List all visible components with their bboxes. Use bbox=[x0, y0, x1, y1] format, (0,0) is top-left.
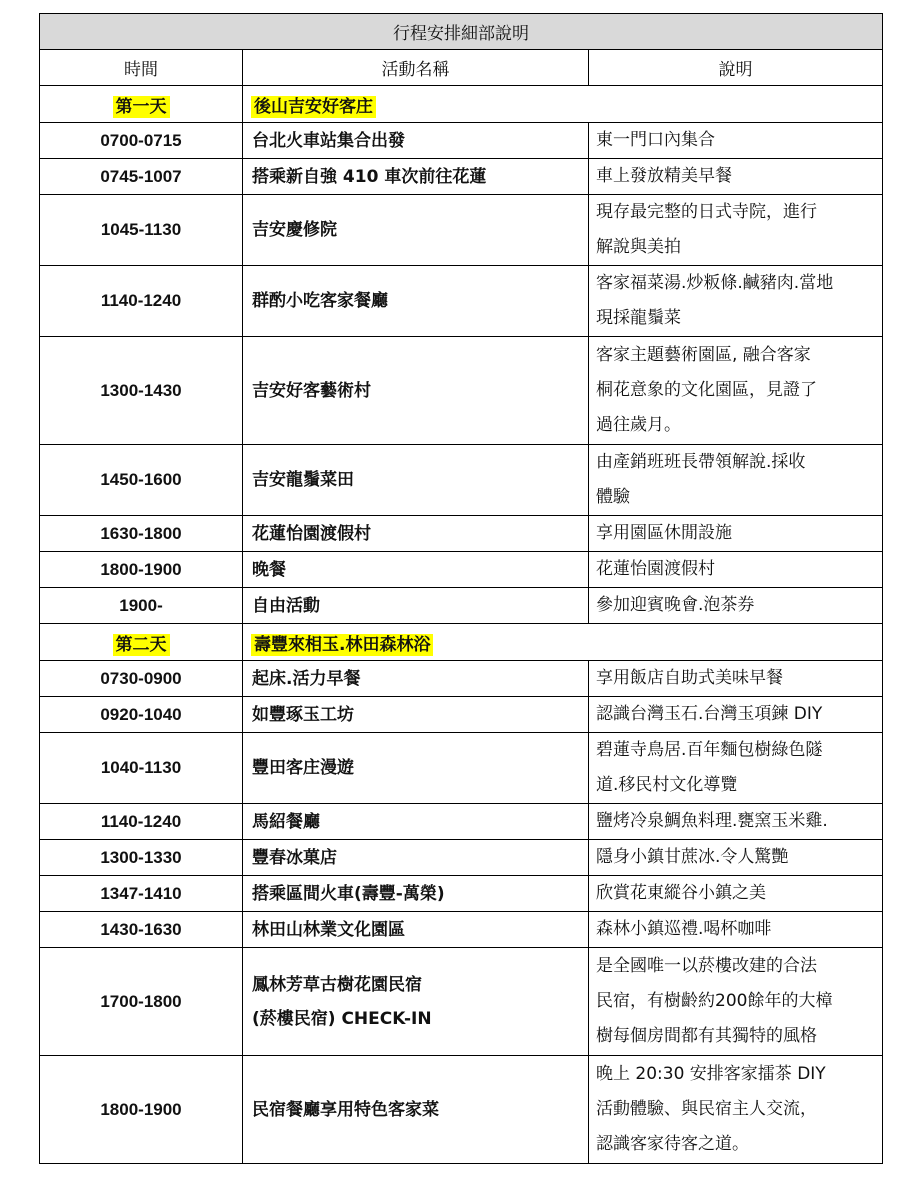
description-line: 隱身小鎮甘蔗冰.令人驚艷 bbox=[596, 847, 789, 867]
description-line: 現採龍鬚菜 bbox=[596, 308, 681, 328]
description-line: 體驗 bbox=[596, 487, 630, 507]
description-line: 活動體驗、與民宿主人交流， bbox=[596, 1099, 817, 1119]
activity-cell bbox=[243, 123, 589, 159]
time-cell: 0700-0715 bbox=[40, 123, 243, 159]
description-line: 樹每個房間都有其獨特的風格 bbox=[596, 1026, 817, 1046]
itinerary-table bbox=[39, 13, 883, 1164]
description-cell bbox=[589, 661, 883, 697]
table-row bbox=[40, 912, 883, 948]
activity-line: 林田山林業文化園區 bbox=[252, 919, 405, 940]
description-line: 過往歲月。 bbox=[596, 415, 681, 435]
description-cell bbox=[589, 159, 883, 195]
table-row bbox=[40, 445, 883, 516]
time-cell: 1300-1430 bbox=[40, 337, 243, 445]
activity-line: 鳳林芳草古樹花園民宿 bbox=[252, 974, 422, 995]
header-row bbox=[40, 50, 883, 86]
description-line: 碧蓮寺鳥居.百年麵包樹綠色隧 bbox=[596, 740, 823, 760]
activity-cell bbox=[243, 266, 589, 337]
description-line: 客家主題藝術園區, 融合客家 bbox=[596, 345, 811, 365]
table-row bbox=[40, 552, 883, 588]
description-cell bbox=[589, 195, 883, 266]
description-cell bbox=[589, 733, 883, 804]
activity-line: 豐春冰菓店 bbox=[252, 847, 337, 868]
description-line: 晚上 20:30 安排客家擂茶 DIY bbox=[596, 1064, 826, 1084]
time-cell: 1300-1330 bbox=[40, 840, 243, 876]
day-label-text: 第二天 bbox=[113, 634, 170, 656]
activity-line: 馬紹餐廳 bbox=[252, 811, 320, 832]
day-label-text: 第一天 bbox=[113, 96, 170, 118]
table-title: 行程安排細部說明 bbox=[40, 14, 883, 50]
activity-cell bbox=[243, 876, 589, 912]
table-row bbox=[40, 123, 883, 159]
description-line: 享用園區休閒設施 bbox=[596, 523, 732, 543]
description-cell bbox=[589, 337, 883, 445]
time-cell: 1450-1600 bbox=[40, 445, 243, 516]
description-cell bbox=[589, 876, 883, 912]
time-cell: 0745-1007 bbox=[40, 159, 243, 195]
table-row bbox=[40, 516, 883, 552]
activity-cell bbox=[243, 912, 589, 948]
activity-line: 吉安好客藝術村 bbox=[252, 380, 371, 401]
time-cell: 1045-1130 bbox=[40, 195, 243, 266]
table-body bbox=[40, 86, 883, 1164]
table-row bbox=[40, 733, 883, 804]
activity-line: 晚餐 bbox=[252, 559, 286, 580]
table-row bbox=[40, 697, 883, 733]
table-row bbox=[40, 337, 883, 445]
header-time: 時間 bbox=[40, 50, 243, 86]
description-cell bbox=[589, 948, 883, 1056]
activity-line: 搭乘新自強 410 車次前往花蓮 bbox=[252, 166, 487, 187]
description-cell bbox=[589, 804, 883, 840]
time-cell: 1800-1900 bbox=[40, 1056, 243, 1164]
day-header-row bbox=[40, 624, 883, 661]
time-cell: 1140-1240 bbox=[40, 266, 243, 337]
activity-cell bbox=[243, 1056, 589, 1164]
time-cell: 1800-1900 bbox=[40, 552, 243, 588]
description-line: 認識客家待客之道。 bbox=[596, 1134, 749, 1154]
description-line: 森林小鎮巡禮.喝杯咖啡 bbox=[596, 919, 772, 939]
description-cell bbox=[589, 123, 883, 159]
description-cell bbox=[589, 912, 883, 948]
activity-cell bbox=[243, 552, 589, 588]
header-description: 說明 bbox=[589, 50, 883, 86]
description-line: 客家福菜湯.炒粄條.鹹豬肉.當地 bbox=[596, 273, 834, 293]
time-cell: 1347-1410 bbox=[40, 876, 243, 912]
day-header-row bbox=[40, 86, 883, 123]
activity-cell bbox=[243, 804, 589, 840]
activity-cell bbox=[243, 337, 589, 445]
day-theme-text: 後山吉安好客庄 bbox=[251, 96, 376, 118]
activity-line: 豐田客庄漫遊 bbox=[252, 758, 354, 778]
description-line: 認識台灣玉石.台灣玉項鍊 DIY bbox=[596, 704, 823, 724]
day-theme-text: 壽豐來相玉.林田森林浴 bbox=[251, 634, 433, 656]
activity-cell bbox=[243, 516, 589, 552]
activity-line: 花蓮怡園渡假村 bbox=[252, 523, 371, 544]
description-line: 由產銷班班長帶領解說.採收 bbox=[596, 452, 806, 472]
table-row bbox=[40, 661, 883, 697]
activity-line: 台北火車站集合出發 bbox=[252, 130, 405, 151]
activity-line: 吉安龍鬚菜田 bbox=[252, 470, 354, 490]
table-row bbox=[40, 876, 883, 912]
description-line: 現存最完整的日式寺院，進行 bbox=[596, 202, 817, 222]
description-line: 是全國唯一以菸樓改建的合法 bbox=[596, 956, 817, 976]
time-cell: 0730-0900 bbox=[40, 661, 243, 697]
time-cell: 0920-1040 bbox=[40, 697, 243, 733]
table-row bbox=[40, 840, 883, 876]
table-row bbox=[40, 588, 883, 624]
description-line: 欣賞花東縱谷小鎮之美 bbox=[596, 883, 766, 903]
description-cell bbox=[589, 516, 883, 552]
day-theme bbox=[243, 624, 883, 661]
activity-line: 吉安慶修院 bbox=[252, 220, 337, 240]
activity-cell bbox=[243, 840, 589, 876]
activity-line: 自由活動 bbox=[252, 595, 320, 616]
activity-line: (菸樓民宿) CHECK-IN bbox=[252, 1008, 432, 1029]
table-row bbox=[40, 195, 883, 266]
table-row bbox=[40, 804, 883, 840]
description-cell bbox=[589, 552, 883, 588]
description-line: 東一門口內集合 bbox=[596, 130, 715, 150]
activity-line: 民宿餐廳享用特色客家菜 bbox=[252, 1099, 439, 1120]
description-line: 鹽烤冷泉鯛魚料理.甕窯玉米雞. bbox=[596, 811, 828, 831]
description-line: 解說與美拍 bbox=[596, 237, 681, 257]
time-cell: 1430-1630 bbox=[40, 912, 243, 948]
activity-cell bbox=[243, 445, 589, 516]
table-row bbox=[40, 266, 883, 337]
description-cell bbox=[589, 1056, 883, 1164]
header-activity: 活動名稱 bbox=[243, 50, 589, 86]
description-line: 桐花意象的文化園區，見證了 bbox=[596, 380, 817, 400]
activity-line: 如豐琢玉工坊 bbox=[252, 704, 354, 725]
activity-cell bbox=[243, 159, 589, 195]
day-label bbox=[40, 624, 243, 661]
description-cell bbox=[589, 266, 883, 337]
table-row bbox=[40, 948, 883, 1056]
time-cell: 1700-1800 bbox=[40, 948, 243, 1056]
activity-cell bbox=[243, 661, 589, 697]
activity-cell bbox=[243, 733, 589, 804]
time-cell: 1040-1130 bbox=[40, 733, 243, 804]
description-line: 參加迎賓晚會.泡茶券 bbox=[596, 595, 755, 615]
description-cell bbox=[589, 697, 883, 733]
time-cell: 1630-1800 bbox=[40, 516, 243, 552]
activity-line: 起床.活力早餐 bbox=[252, 668, 361, 689]
activity-cell bbox=[243, 697, 589, 733]
activity-cell bbox=[243, 195, 589, 266]
description-line: 民宿，有樹齡約200餘年的大樟 bbox=[596, 991, 833, 1011]
description-line: 車上發放精美早餐 bbox=[596, 166, 732, 186]
description-cell bbox=[589, 840, 883, 876]
activity-cell bbox=[243, 948, 589, 1056]
description-line: 花蓮怡園渡假村 bbox=[596, 559, 715, 579]
description-line: 道.移民村文化導覽 bbox=[596, 775, 738, 795]
description-cell bbox=[589, 588, 883, 624]
time-cell: 1140-1240 bbox=[40, 804, 243, 840]
table-row bbox=[40, 159, 883, 195]
table-row bbox=[40, 1056, 883, 1164]
day-label bbox=[40, 86, 243, 123]
time-cell: 1900- bbox=[40, 588, 243, 624]
activity-line: 搭乘區間火車(壽豐-萬榮) bbox=[252, 883, 445, 904]
description-cell bbox=[589, 445, 883, 516]
day-theme bbox=[243, 86, 883, 123]
description-line: 享用飯店自助式美味早餐 bbox=[596, 668, 783, 688]
activity-cell bbox=[243, 588, 589, 624]
activity-line: 群酌小吃客家餐廳 bbox=[252, 291, 388, 311]
